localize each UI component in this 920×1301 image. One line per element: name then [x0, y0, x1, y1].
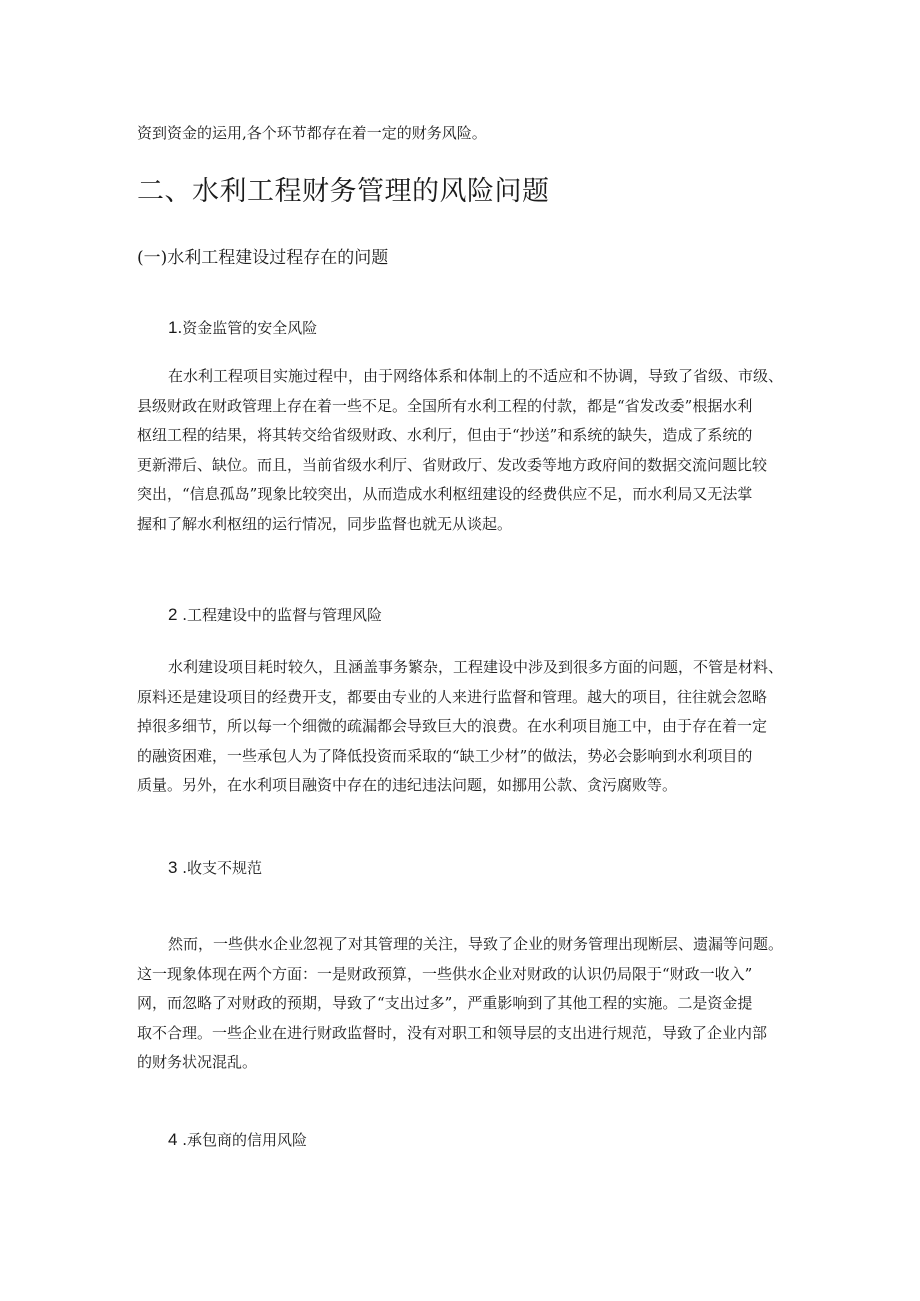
paragraph-line: 的财务状况混乱。 [137, 1053, 258, 1071]
item-3-title: .收支不规范 [177, 859, 263, 877]
paragraph-line: 网，而忽略了对财政的预期，导致了“支出过多”，严重影响到了其他工程的实施。二是资金提 [137, 994, 753, 1012]
item-3-paragraph [137, 930, 797, 1078]
paragraph-line: 枢纽工程的结果，将其转交给省级财政、水利厅，但由于“抄送”和系统的缺失，造成了系统的 [137, 426, 753, 444]
paragraph-line: 的融资困难，一些承包人为了降低投资而采取的“缺工少材”的做法，势必会影响到水利项目的 [137, 746, 753, 765]
paragraph-line: 质量。另外，在水利项目融资中存在的违纪违法问题，如挪用公款、贪污腐败等。 [137, 776, 678, 794]
paragraph-line: 这一现象体现在两个方面：一是财政预算，一些供水企业对财政的认识仍局限于“财政一收入” [137, 964, 753, 983]
item-2-paragraph [137, 653, 797, 801]
subsection-title: (一)水利工程建设过程存在的问题 [137, 248, 389, 268]
paragraph-line: 突出，“信息孤岛”现象比较突出，从而造成水利枢纽建设的经费供应不足，而水利局又无法掌 [137, 485, 753, 503]
paragraph-line: 掉很多细节，所以每一个细微的疏漏都会导致巨大的浪费。在水利项目施工中，由于存在着一定 [137, 717, 768, 735]
paragraph-line: 原料还是建设项目的经费开支，都要由专业的人来进行监督和管理。越大的项目，往往就会忽略 [137, 687, 768, 706]
paragraph-line: 县级财政在财政管理上存在着一些不足。全国所有水利工程的付款，都是“省发改委”根据水利 [137, 396, 753, 415]
paragraph-line: 在水利工程项目实施过程中，由于网络体系和体制上的不适应和不协调，导致了省级、市级、 [168, 367, 784, 385]
item-4-heading [168, 1130, 307, 1150]
intro-line: 资到资金的运用,各个环节都存在着一定的财务风险。 [137, 124, 487, 142]
item-1-paragraph [137, 362, 797, 539]
paragraph-line: 水利建设项目耗时较久，且涵盖事务繁杂，工程建设中涉及到很多方面的问题，不管是材料、 [168, 658, 784, 676]
paragraph-line: 更新滞后、缺位。而且，当前省级水利厅、省财政厅、发改委等地方政府间的数据交流问题比较 [137, 455, 768, 474]
item-1-heading [168, 318, 317, 338]
item-1-number: 1 [168, 318, 178, 337]
item-4-number: 4 [168, 1130, 178, 1149]
item-3-heading [168, 858, 262, 878]
item-2-heading [168, 605, 382, 625]
item-3-number: 3 [168, 858, 178, 877]
section-title: 二、水利工程财务管理的风险问题 [137, 176, 550, 207]
paragraph-line: 握和了解水利枢纽的运行情况，同步监督也就无从谈起。 [137, 514, 513, 533]
paragraph-line: 然而，一些供水企业忽视了对其管理的关注，导致了企业的财务管理出现断层、遗漏等问题。 [168, 935, 784, 953]
item-2-title: .工程建设中的监督与管理风险 [177, 606, 383, 624]
item-4-title: .承包商的信用风险 [177, 1131, 308, 1149]
item-1-title: .资金监管的安全风险 [177, 319, 318, 337]
item-2-number: 2 [168, 605, 178, 624]
paragraph-line: 取不合理。一些企业在进行财政监督时，没有对职工和领导层的支出进行规范，导致了企业内部 [137, 1023, 768, 1042]
